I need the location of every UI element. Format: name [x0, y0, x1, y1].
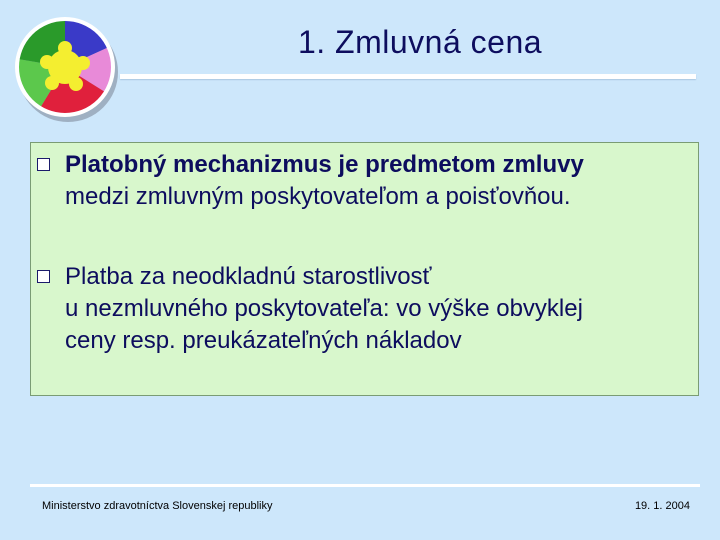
bullet-bold-text: Platobný mechanizmus je predmetom zmluvy: [65, 151, 584, 178]
bullet-text: medzi zmluvným poskytovateľom a poisťovňou.: [65, 183, 571, 210]
footer-divider: [30, 484, 700, 487]
bullet-text-line: ceny resp. preukázateľných nákladov: [65, 327, 462, 354]
checkbox-bullet-icon: [37, 270, 50, 283]
bullet-text-line: Platba za neodkladnú starostlivosť: [65, 263, 432, 290]
bullet-item: [37, 261, 687, 357]
footer-organization: Ministerstvo zdravotníctva Slovenskej republiky: [42, 500, 273, 512]
bullet-item: [37, 149, 687, 213]
puzzle-circle-icon: [12, 14, 122, 124]
footer-date: 19. 1. 2004: [634, 500, 690, 512]
slide-title: 1. Zmluvná cena: [297, 24, 543, 60]
checkbox-bullet-icon: [37, 158, 50, 171]
content-box: [30, 142, 699, 396]
title-divider: [120, 74, 696, 79]
bullet-text-line: u nezmluvného poskytovateľa: vo výške obvyklej: [65, 295, 583, 322]
